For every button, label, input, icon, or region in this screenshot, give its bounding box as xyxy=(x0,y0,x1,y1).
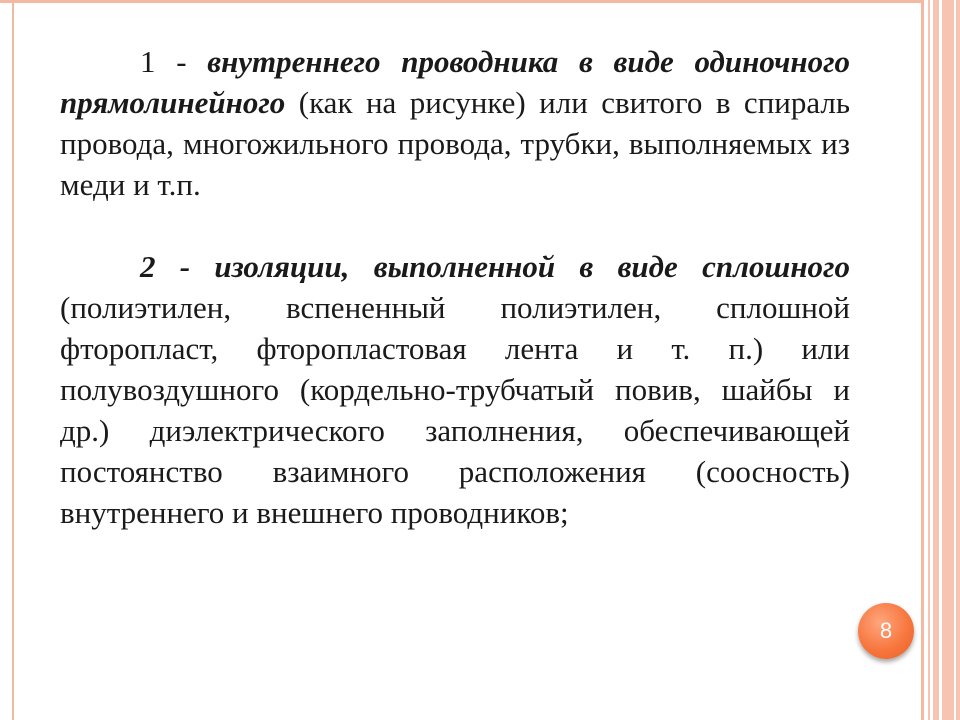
page-number: 8 xyxy=(879,618,893,643)
paragraph-1-text: (как на рисунке) или свитого в спираль провода, многожильного провода, трубки, выполняемых из меди и т.п. xyxy=(60,85,851,202)
page-number-badge xyxy=(858,603,914,659)
paragraph-1-number: 1 - xyxy=(140,44,187,79)
decorative-stripe xyxy=(933,0,939,720)
decorative-stripe xyxy=(942,0,954,720)
frame-right-line xyxy=(921,0,924,720)
paragraph-inner-conductor xyxy=(60,41,850,205)
paragraph-2-text: (полиэтилен, вспененный полиэтилен, сплошной фторопласт, фторопластовая лента и т. п.) или полувоздушного (кордельно-трубчатый повив, шайбы и др.) диэлектрического заполнения, обеспечивающей постоянство взаимного расположения (соосность) внутреннего и внешнего проводников; xyxy=(60,290,850,530)
paragraph-insulation xyxy=(60,246,850,533)
frame-top-line xyxy=(0,0,924,3)
decorative-stripe xyxy=(956,0,960,720)
slide-body xyxy=(60,41,850,533)
frame-left-line xyxy=(12,0,14,720)
paragraph-1-emphasis: внутреннего проводника в виде одиночного прямолинейного xyxy=(60,44,851,120)
decorative-stripe xyxy=(928,0,930,720)
paragraph-2-emphasis: 2 - изоляции, выполненной в виде сплошного xyxy=(140,249,850,284)
